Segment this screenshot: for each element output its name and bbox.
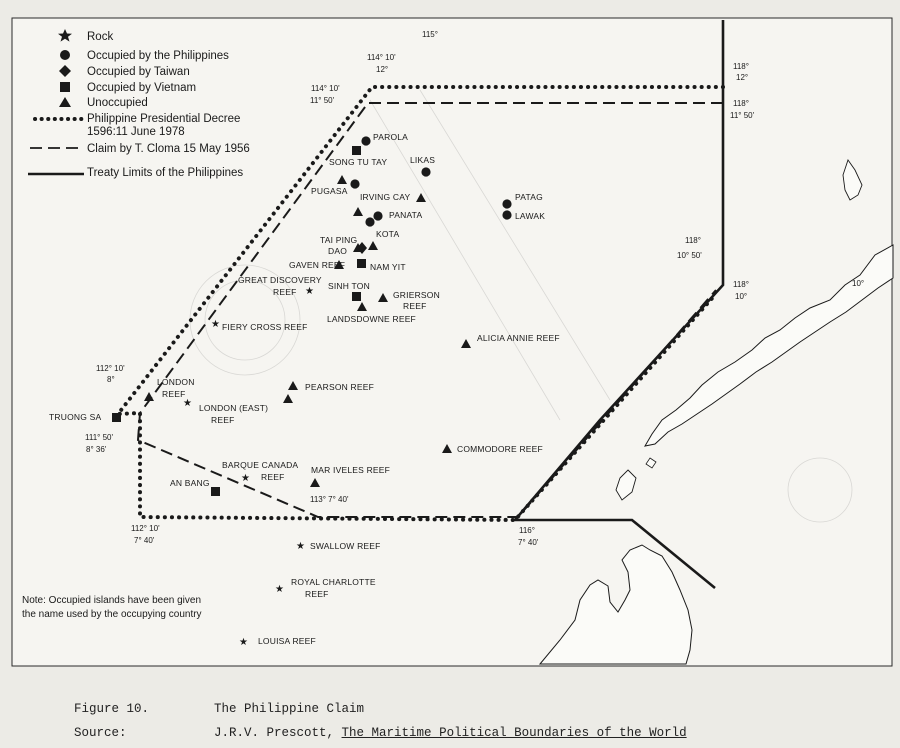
- coord-112-10-8-b: 8°: [107, 375, 115, 384]
- label-london-1: LONDON: [157, 377, 195, 387]
- label-london-east-2: REEF: [211, 415, 235, 425]
- label-parola: PAROLA: [373, 132, 409, 142]
- marker-great-discovery-reef: ★: [305, 286, 314, 297]
- label-royal-charlotte-1: ROYAL CHARLOTTE: [291, 577, 376, 587]
- coord-111-50-a: 111° 50': [85, 433, 114, 442]
- label-tai-ping-2: DAO: [328, 246, 348, 256]
- source-author: J.R.V. Prescott,: [214, 726, 335, 740]
- label-irving-cay: IRVING CAY: [360, 192, 411, 202]
- marker-panata: [373, 211, 382, 220]
- coord-114-10-1150-a: 114° 10': [311, 84, 340, 93]
- legend-rock-label: Rock: [87, 31, 114, 43]
- legend-taiwan-label: Occupied by Taiwan: [87, 66, 190, 78]
- label-nam-yit: NAM YIT: [370, 262, 406, 272]
- marker-song-tu-tay: [352, 146, 361, 155]
- legend-cloma-label: Claim by T. Cloma 15 May 1956: [87, 143, 250, 155]
- label-swallow: SWALLOW REEF: [310, 541, 381, 551]
- label-london-2: REEF: [162, 389, 186, 399]
- label-song-tu-tay: SONG TU TAY: [329, 157, 388, 167]
- coord-116-a: 116°: [519, 526, 535, 535]
- marker-barque-canada-reef: ★: [241, 473, 250, 484]
- source-citation: [214, 726, 687, 740]
- label-truong-sa: TRUONG SA: [49, 412, 102, 422]
- figure-label: Figure 10.: [74, 702, 150, 716]
- marker-swallow-reef: ★: [296, 541, 305, 552]
- marker-london-east-reef: ★: [183, 398, 192, 409]
- label-great-discovery-1: GREAT DISCOVERY: [238, 275, 322, 285]
- label-sinh-ton: SINH TON: [328, 281, 370, 291]
- coord-112-10-740-b: 7° 40': [134, 536, 155, 545]
- marker-kota: [365, 217, 374, 226]
- label-panata: PANATA: [389, 210, 423, 220]
- marker-louisa-reef: ★: [239, 637, 248, 648]
- source-label: Source:: [74, 726, 127, 740]
- marker-truong-sa: [112, 413, 121, 422]
- coord-10: 10°: [852, 279, 865, 288]
- marker-parola: [361, 136, 370, 145]
- label-london-east-1: LONDON (EAST): [199, 403, 269, 413]
- coord-118-1150-b: 11° 50': [730, 111, 755, 120]
- coord-114-10-12-a: 114° 10': [367, 53, 396, 62]
- legend-treaty-label: Treaty Limits of the Philippines: [87, 167, 244, 179]
- coord-118-10-a: 118°: [733, 280, 749, 289]
- label-barque-canada-1: BARQUE CANADA: [222, 460, 299, 470]
- label-grierson-1: GRIERSON: [393, 290, 440, 300]
- legend-unoccupied-label: Unoccupied: [87, 97, 148, 109]
- label-an-bang: AN BANG: [170, 478, 210, 488]
- coord-118-12-a: 118°: [733, 62, 749, 71]
- label-commodore: COMMODORE REEF: [457, 444, 543, 454]
- legend-decree-label-2: 1596:11 June 1978: [87, 126, 185, 138]
- label-fiery-cross: FIERY CROSS REEF: [222, 322, 308, 332]
- figure-title: The Philippine Claim: [214, 702, 365, 716]
- label-pugasa: PUGASA: [311, 186, 348, 196]
- legend-philippines-label: Occupied by the Philippines: [87, 50, 229, 62]
- marker-nam-yit: [357, 259, 366, 268]
- coord-118-1050-a: 118°: [685, 236, 701, 245]
- label-gaven-reef: GAVEN REEF: [289, 260, 346, 270]
- label-louisa: LOUISA REEF: [258, 636, 316, 646]
- label-patag: PATAG: [515, 192, 543, 202]
- label-lawak: LAWAK: [515, 211, 546, 221]
- marker-pugasa: [350, 179, 359, 188]
- coord-118-1150-a: 118°: [733, 99, 749, 108]
- coord-118-1050-b: 10° 50': [677, 251, 702, 260]
- label-kota: KOTA: [376, 229, 400, 239]
- legend-philippines-icon: [60, 50, 70, 60]
- marker-lawak: [502, 210, 511, 219]
- marker-fiery-cross-reef: ★: [211, 319, 220, 330]
- source-title: The Maritime Political Boundaries of the World: [341, 726, 687, 740]
- note-line-1: Note: Occupied islands have been given: [22, 595, 202, 606]
- legend-vietnam-icon: [60, 82, 70, 92]
- marker-sinh-ton: [352, 292, 361, 301]
- label-mariveles: MAR IVELES REEF: [311, 465, 391, 475]
- legend-decree-label-1: Philippine Presidential Decree: [87, 113, 241, 125]
- label-tai-ping-1: TAI PING: [320, 235, 358, 245]
- label-likas: LIKAS: [410, 155, 436, 165]
- label-pearson: PEARSON REEF: [305, 382, 374, 392]
- coord-114-10-12-b: 12°: [376, 65, 389, 74]
- label-alicia-annie: ALICIA ANNIE REEF: [477, 333, 560, 343]
- coord-113-740: 113° 7° 40': [310, 495, 349, 504]
- marker-likas: [421, 167, 430, 176]
- note-line-2: the name used by the occupying country: [22, 609, 202, 620]
- marker-patag: [502, 199, 511, 208]
- coord-118-10-b: 10°: [735, 292, 748, 301]
- label-great-discovery-2: REEF: [273, 287, 297, 297]
- coord-112-10-8-a: 112° 10': [96, 364, 125, 373]
- coord-114-10-1150-b: 11° 50': [310, 96, 335, 105]
- marker-an-bang: [211, 487, 220, 496]
- label-barque-canada-2: REEF: [261, 472, 285, 482]
- coord-111-50-b: 8° 36': [86, 445, 107, 454]
- coord-116-b: 7° 40': [518, 538, 539, 547]
- legend-vietnam-label: Occupied by Vietnam: [87, 82, 197, 94]
- label-landsdowne: LANDSDOWNE REEF: [327, 314, 416, 324]
- label-grierson-2: REEF: [403, 301, 427, 311]
- coord-115: 115°: [422, 30, 438, 39]
- coord-118-12-b: 12°: [736, 73, 749, 82]
- marker-royal-charlotte-reef: ★: [275, 584, 284, 595]
- coord-112-10-740-a: 112° 10': [131, 524, 160, 533]
- label-royal-charlotte-2: REEF: [305, 589, 329, 599]
